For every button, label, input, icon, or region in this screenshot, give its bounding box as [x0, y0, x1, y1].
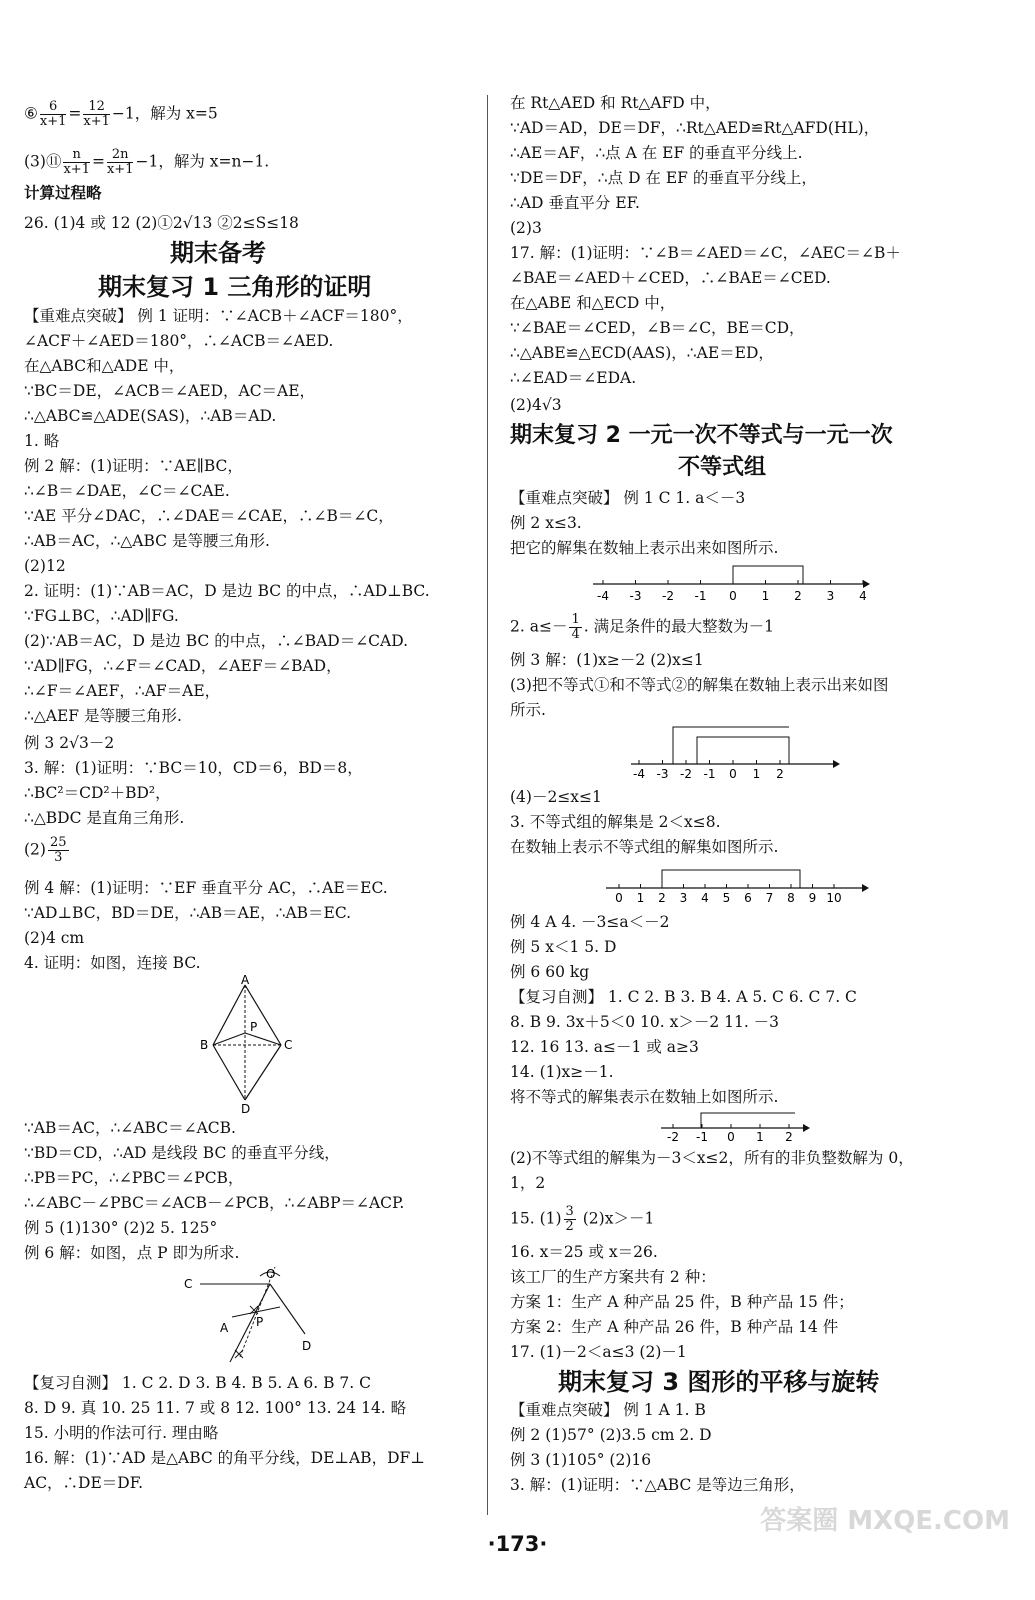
item-prefix: (2): [24, 840, 46, 859]
text-line: 方案 2：生产 A 种产品 26 件，B 种产品 14 件: [510, 1318, 839, 1336]
construction-figure: [180, 1262, 320, 1372]
text-line: 【复习自测】 1. C 2. B 3. B 4. A 5. C 6. C 7. C: [510, 988, 857, 1006]
denominator: x+1: [106, 162, 134, 177]
text-line: ∴BC²＝CD²＋BD²，: [24, 784, 171, 802]
denominator: 4: [571, 627, 580, 642]
ticks: [667, 1124, 793, 1144]
label-p: P: [256, 1315, 264, 1329]
fraction-line: [24, 836, 71, 865]
watermark-text: 答案圈 MXQE.COM: [760, 1506, 1010, 1536]
text-line: 【重难点突破】 例 1 A 1. B: [510, 1401, 706, 1419]
text-line: (2)不等式组的解集为－3＜x≤2，所有的非负整数解为 0，: [510, 1149, 914, 1167]
label-a: A: [220, 1321, 229, 1335]
text-line: 4. 证明：如图，连接 BC.: [24, 954, 201, 972]
equals: =: [68, 104, 82, 123]
segment-ab: [213, 985, 245, 1045]
tick-label: 4: [859, 589, 867, 603]
text-line: ∴∠EAD＝∠EDA.: [510, 369, 637, 387]
tick-label: 0: [727, 1130, 735, 1144]
equation-line-6: [24, 100, 218, 129]
tick-label: 1: [756, 1130, 764, 1144]
tick-label: 9: [808, 891, 817, 905]
text-line: 例 2 (1)57° (2)3.5 cm 2. D: [510, 1426, 712, 1444]
label-a: A: [241, 975, 250, 987]
text-line: 【重难点突破】 例 1 C 1. a＜－3: [510, 489, 746, 507]
text-line: 16. 解：(1)∵AD 是△ABC 的角平分线，DE⊥AB，DF⊥: [24, 1449, 425, 1467]
text-line: 16. x＝25 或 x＝26.: [510, 1243, 658, 1261]
text-line: ∴AB＝AC，∴△ABC 是等腰三角形.: [24, 532, 270, 550]
tick-label: 0: [729, 589, 737, 603]
text-line: 14. (1)x≥－1.: [510, 1063, 614, 1081]
label-o: O: [266, 1267, 276, 1281]
numerator: 6: [40, 100, 67, 115]
text-line: 把它的解集在数轴上表示出来如图所示.: [510, 539, 779, 557]
text-line: ∠ACF＋∠AED＝180°，∴∠ACB＝∠AED.: [24, 332, 334, 350]
page-number: ·173·: [487, 1532, 548, 1556]
text-line: 2. 证明：(1)∵AB＝AC，D 是边 BC 的中点，∴AD⊥BC.: [24, 582, 430, 600]
circled-number: ⑥: [24, 104, 38, 123]
item-prefix: (3)⑪: [24, 152, 62, 171]
number-line-3: [600, 860, 870, 908]
text-line: (4)－2≤x≤1: [510, 788, 602, 806]
solution-bracket: [701, 1113, 795, 1128]
text-line: 17. 解：(1)证明：∵∠B＝∠AED＝∠C，∠AEC＝∠B＋: [510, 244, 901, 262]
tick-label: -2: [662, 589, 674, 603]
label-d: D: [241, 1102, 251, 1115]
denominator: x+1: [39, 114, 67, 129]
text-line: ∴∠ABC－∠PBC＝∠ACB－∠PCB，∴∠ABP＝∠ACP.: [24, 1194, 405, 1212]
tick-label: -4: [597, 589, 609, 603]
tick-label: 2: [658, 891, 666, 905]
text-line: 在△ABE 和△ECD 中，: [510, 294, 676, 312]
text-line: 3. 不等式组的解集是 2＜x≤8.: [510, 813, 721, 831]
text-line: (2)4√3: [510, 396, 562, 414]
text-line: 17. (1)－2＜a≤3 (2)－1: [510, 1343, 687, 1361]
text-line: AC，∴DE＝DF.: [24, 1474, 143, 1492]
arrow-head: [862, 884, 869, 892]
numerator: n: [63, 148, 90, 163]
text-line: ∴△BDC 是直角三角形.: [24, 809, 185, 827]
text-line: ∴△AEF 是等腰三角形.: [24, 707, 182, 725]
tick-label: 0: [729, 767, 737, 781]
solution-bracket: [662, 870, 800, 888]
equation-line-n: [24, 148, 269, 177]
segment-cp: [245, 1033, 281, 1045]
text-line: (3)把不等式①和不等式②的解集在数轴上表示出来如图: [510, 676, 889, 694]
tick-label: -2: [667, 1130, 679, 1144]
text-line: ∴∠F＝∠AEF，∴AF＝AE，: [24, 682, 221, 700]
text-line: 所示.: [510, 701, 546, 719]
tick-label: 2: [794, 589, 802, 603]
text-line: 例 5 (1)130° (2)2 5. 125°: [24, 1219, 218, 1237]
text-line: ∵BC＝DE，∠ACB＝∠AED，AC＝AE，: [24, 382, 316, 400]
text-line: ∠BAE＝∠AED＋∠CED，∴∠BAE＝∠CED.: [510, 269, 831, 287]
tick-label: -3: [656, 767, 669, 781]
text-line: 例 3 (1)105° (2)16: [510, 1451, 652, 1469]
text-line: 在 Rt△AED 和 Rt△AFD 中，: [510, 94, 721, 112]
text-line: 例 3 2√3－2: [24, 734, 115, 752]
fraction: [107, 148, 134, 177]
watermark: [760, 1500, 1010, 1537]
text-line: ∴△ABE≌△ECD(AAS)，∴AE＝ED，: [510, 344, 774, 362]
chapter-title: 期末复习 1 三角形的证明: [98, 273, 372, 301]
text-line: 3. 解：(1)证明：∵△ABC 是等边三角形，: [510, 1476, 805, 1494]
tick-label: 10: [826, 891, 842, 905]
text-line: ∵BD＝CD，∴AD 是线段 BC 的垂直平分线，: [24, 1144, 340, 1162]
arrow-head: [833, 760, 840, 768]
denominator: x+1: [83, 114, 110, 129]
text-line: 例 2 x≤3.: [510, 514, 582, 532]
equation-tail: −1，解为 x=n−1.: [135, 152, 270, 171]
equation-tail: −1，解为 x=5: [111, 104, 218, 123]
tick-label: -1: [696, 1130, 708, 1144]
text-line: (2)3: [510, 219, 542, 237]
text-line: (2)∵AB＝AC，D 是边 BC 的中点，∴∠BAD＝∠CAD.: [24, 632, 409, 650]
text-line: 例 3 解：(1)x≥－2 (2)x≤1: [510, 651, 704, 669]
numerator: 25: [49, 835, 67, 850]
label-p: P: [250, 1020, 258, 1034]
label-c: C: [184, 1277, 193, 1291]
text-line: ∵AE 平分∠DAC，∴∠DAE＝∠CAE，∴∠B＝∠C，: [24, 507, 394, 525]
text-line: 12. 16 13. a≤－1 或 a≥3: [510, 1038, 699, 1056]
text-line: 【重难点突破】 例 1 证明：∵∠ACB＋∠ACF＝180°，: [24, 307, 413, 325]
text-line: 26. (1)4 或 12 (2)①2√13 ②2≤S≤18: [24, 214, 299, 232]
tick-label: -2: [680, 767, 692, 781]
text-tail: . 满足条件的最大整数为－1: [583, 617, 774, 636]
text-line: 【复习自测】 1. C 2. D 3. B 4. B 5. A 6. B 7. C: [24, 1374, 372, 1392]
tick-label: 1: [752, 767, 761, 781]
tick-label: -1: [703, 767, 716, 781]
text-line: 例 6 60 kg: [510, 963, 590, 981]
denominator: 3: [54, 850, 63, 865]
cross-mark: [235, 1350, 243, 1358]
text-line: ∵AD∥FG，∴∠F＝∠CAD，∠AEF＝∠BAD，: [24, 657, 342, 675]
text-line: ∴∠B＝∠DAE，∠C＝∠CAE.: [24, 482, 230, 500]
ticks: [615, 884, 841, 905]
denominator: x+1: [63, 162, 90, 177]
text-line: ∴△ABC≌△ADE(SAS)，∴AB＝AD.: [24, 407, 277, 425]
arrow-head: [863, 580, 870, 588]
text-line: ∵DE＝DF，∴点 D 在 EF 的垂直平分线上，: [510, 169, 817, 187]
number-line-1: [585, 562, 870, 604]
fraction: [83, 100, 110, 129]
section-title: 期末备考: [170, 239, 266, 267]
equals: =: [91, 152, 105, 171]
numerator: 1: [571, 612, 580, 627]
text-line: ∴AD 垂直平分 EF.: [510, 194, 640, 212]
text-line: ∵FG⊥BC，∴AD∥FG.: [24, 607, 179, 625]
label-c: C: [284, 1038, 293, 1052]
text-line: 1. 略: [24, 432, 60, 450]
solution-bracket-1: [673, 727, 789, 764]
tick-label: 0: [615, 891, 623, 905]
solution-bracket-2: [697, 737, 789, 764]
tick-label: -1: [694, 589, 707, 603]
text-line: ∵AB＝AC，∴∠ABC＝∠ACB.: [24, 1119, 236, 1137]
fraction-line: [510, 1205, 654, 1234]
fraction: [48, 836, 69, 865]
text-line: (2)4 cm: [24, 929, 85, 947]
text-line: ∴PB＝PC，∴∠PBC＝∠PCB，: [24, 1169, 244, 1187]
tick-label: 5: [722, 891, 731, 905]
tick-label: -3: [629, 589, 642, 603]
tick-label: 8: [787, 891, 795, 905]
number-line-2: [625, 722, 840, 782]
number-line-4: [655, 1108, 810, 1146]
fraction: [564, 1205, 576, 1234]
tick-label: 3: [826, 589, 835, 603]
tick-label: 3: [679, 891, 688, 905]
tick-label: -4: [633, 767, 645, 781]
text-line: ∵AD⊥BC，BD＝DE，∴AB＝AE，∴AB＝EC.: [24, 904, 352, 922]
text-line: (2)12: [24, 557, 66, 575]
fraction: [569, 613, 581, 642]
denominator: 2: [565, 1219, 574, 1234]
chapter-title: 期末复习 3 图形的平移与旋转: [558, 1368, 880, 1396]
segment-cd: [245, 1045, 281, 1100]
text-line: 例 4 解：(1)证明：∵EF 垂直平分 AC，∴AE＝EC.: [24, 879, 388, 897]
text-line: 该工厂的生产方案共有 2 种：: [510, 1268, 716, 1286]
text-line: 将不等式的解集表示在数轴上如图所示.: [510, 1088, 779, 1106]
text-line: 15. 小明的作法可行. 理由略: [24, 1424, 219, 1442]
numerator: 2n: [107, 148, 134, 163]
arrow-head: [803, 1124, 810, 1132]
text-line: 在△ABC和△ADE 中，: [24, 357, 185, 375]
ray-od: [270, 1284, 305, 1334]
text-line: ∵∠BAE＝∠CED，∠B＝∠C，BE＝CD，: [510, 319, 805, 337]
text-line: 8. B 9. 3x＋5＜0 10. x＞－2 11. －3: [510, 1013, 780, 1031]
ticks: [633, 760, 784, 781]
numerator: 3: [565, 1204, 574, 1219]
segment-ac: [245, 985, 281, 1045]
solution-bracket: [733, 566, 803, 584]
chapter-title: 期末复习 2 一元一次不等式与一元一次: [510, 423, 893, 448]
text-line: 8. D 9. 真 10. 25 11. 7 或 8 12. 100° 13. 24 14. 略: [24, 1399, 407, 1417]
numerator: 12: [83, 100, 110, 115]
tick-label: 2: [776, 767, 784, 781]
text-line: 例 6 解：如图，点 P 即为所求.: [24, 1244, 240, 1262]
text-line: 例 5 x＜1 5. D: [510, 938, 617, 956]
tick-label: 2: [785, 1130, 793, 1144]
text-line: ∵AD＝AD，DE＝DF，∴Rt△AED≌Rt△AFD(HL)，: [510, 119, 880, 137]
chapter-title-cont: 不等式组: [678, 455, 767, 480]
label-d: D: [302, 1339, 312, 1353]
text-line: 1，2: [510, 1174, 546, 1192]
text-line: 例 2 解：(1)证明：∵AE∥BC，: [24, 457, 243, 475]
text-line: 例 4 A 4. －3≤a＜－2: [510, 913, 670, 931]
text-line: 在数轴上表示不等式组的解集如图所示.: [510, 838, 779, 856]
tick-label: 1: [636, 891, 645, 905]
segment-bd: [213, 1045, 245, 1100]
fraction: [63, 148, 90, 177]
text-tail: (2)x＞－1: [577, 1209, 655, 1228]
tick-label: 4: [701, 891, 709, 905]
fraction-line: [510, 613, 774, 642]
text-line: 方案 1：生产 A 种产品 25 件，B 种产品 15 件；: [510, 1293, 854, 1311]
item-prefix: 15. (1): [510, 1209, 562, 1228]
tick-label: 6: [744, 891, 752, 905]
tick-label: 1: [761, 589, 770, 603]
column-divider: [487, 95, 488, 1515]
text-line: 计算过程略: [24, 184, 102, 202]
text-line: ∴AE＝AF，∴点 A 在 EF 的垂直平分线上.: [510, 144, 803, 162]
item-prefix: 2. a≤－: [510, 617, 568, 636]
label-b: B: [200, 1038, 209, 1052]
fraction: [40, 100, 67, 129]
tick-label: 7: [765, 891, 774, 905]
text-line: 3. 解：(1)证明：∵BC＝10，CD＝6，BD＝8，: [24, 759, 363, 777]
kite-figure: [195, 975, 305, 1115]
